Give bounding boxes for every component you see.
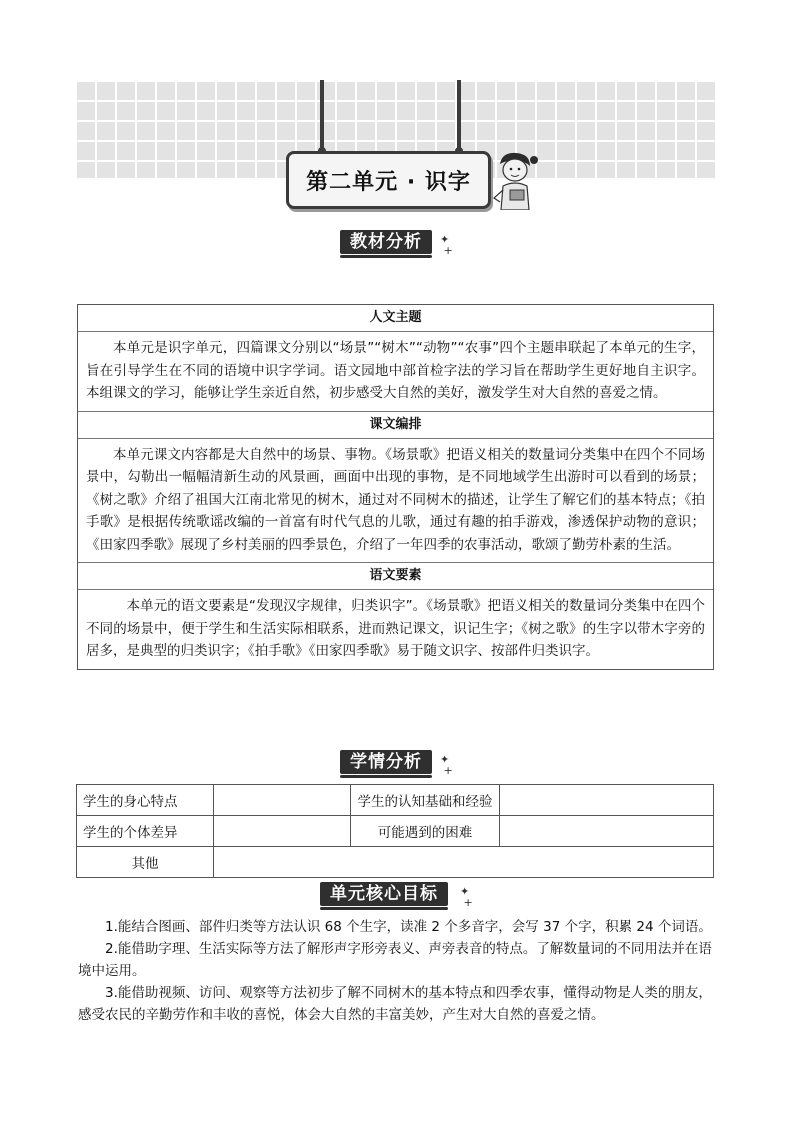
unit-title-board	[286, 151, 491, 209]
table-cell: 学生的身心特点	[77, 785, 214, 816]
section-tag-core-goals: 单元核心目标	[320, 882, 448, 906]
theme-heading: 人文主题	[78, 305, 713, 332]
student-figure-illustration	[488, 150, 538, 210]
sparkle-icon: ✦ +	[440, 233, 453, 257]
elements-heading: 语文要素	[78, 563, 713, 590]
theme-text: 本单元是识字单元，四篇课文分别以“场景”“树木”“动物”“农事”四个主题串联起了本单元的生字，旨在引导学生在不同的语境中识字学词。语文园地中部首检字法的学习旨在帮助学生更好地自主识字。本组课文的学习，能够让学生亲近自然，初步感受大自然的美好，激发学生对大自然的喜爱之情。	[86, 340, 705, 401]
goal-item: 2.能借助字理、生活实际等方法了解形声字形旁表义、声旁表音的特点。了解数量词的不同用法并在语境中运用。	[78, 941, 712, 979]
learning-analysis-table	[76, 784, 714, 878]
section-tag-learning-analysis: 学情分析	[340, 750, 432, 774]
table-row	[77, 847, 714, 878]
table-cell: 学生的认知基础和经验	[351, 785, 500, 816]
table-cell-blank	[214, 785, 351, 816]
table-cell-blank	[500, 785, 714, 816]
table-cell: 其他	[77, 847, 214, 878]
table-cell: 可能遇到的困难	[351, 816, 500, 847]
elements-text: 本单元的语文要素是“发现汉字规律，归类识字”。《场景歌》把语义相关的数量词分类集中在四个不同的场景中，便于学生和生活实际相联系，进而熟记课文，识记生字；《树之歌》的生字以带木字旁的居多，是典型的归类识字；《拍手歌》《田家四季歌》易于随文识字、按部件归类识字。	[86, 598, 705, 659]
table-row	[77, 785, 714, 816]
sparkle-icon: ✦ +	[460, 885, 473, 909]
hanging-string-left	[320, 80, 324, 150]
section-tag-textbook-analysis: 教材分析	[340, 230, 432, 254]
hanging-string-right	[457, 80, 461, 150]
layout-heading: 课文编排	[78, 412, 713, 439]
table-cell-blank	[214, 847, 714, 878]
sparkle-icon: ✦ +	[440, 753, 453, 777]
goal-item: 1.能结合图画、部件归类等方法认识 68 个生字，读准 2 个多音字，会写 37 个字，积累 24 个词语。	[105, 919, 712, 935]
textbook-analysis-table	[77, 304, 714, 670]
unit-title: 第二单元 · 识字	[306, 169, 471, 195]
layout-text: 本单元课文内容都是大自然中的场景、事物。《场景歌》把语义相关的数量词分类集中在四个不同场景中，勾勒出一幅幅清新生动的风景画，画面中出现的事物，是不同地域学生出游时可以看到的场景；《树之歌》介绍了祖国大江南北常见的树木，通过对不同树木的描述，让学生了解它们的基本特点；《拍手歌》是根据传统歌谣改编的一首富有时代气息的儿歌，通过有趣的拍手游戏，渗透保护动物的意识；《田家四季歌》展现了乡村美丽的四季景色，介绍了一年四季的农事活动，歌颂了勤劳朴素的生活。	[86, 446, 705, 553]
table-cell-blank	[214, 816, 351, 847]
core-goals-list	[78, 916, 718, 1026]
table-row	[77, 816, 714, 847]
table-cell: 学生的个体差异	[77, 816, 214, 847]
table-cell-blank	[500, 816, 714, 847]
goal-item: 3.能借助视频、访问、观察等方法初步了解不同树木的基本特点和四季农事，懂得动物是人类的朋友，感受农民的辛勤劳作和丰收的喜悦，体会大自然的丰富美妙，产生对大自然的喜爱之情。	[78, 985, 712, 1023]
